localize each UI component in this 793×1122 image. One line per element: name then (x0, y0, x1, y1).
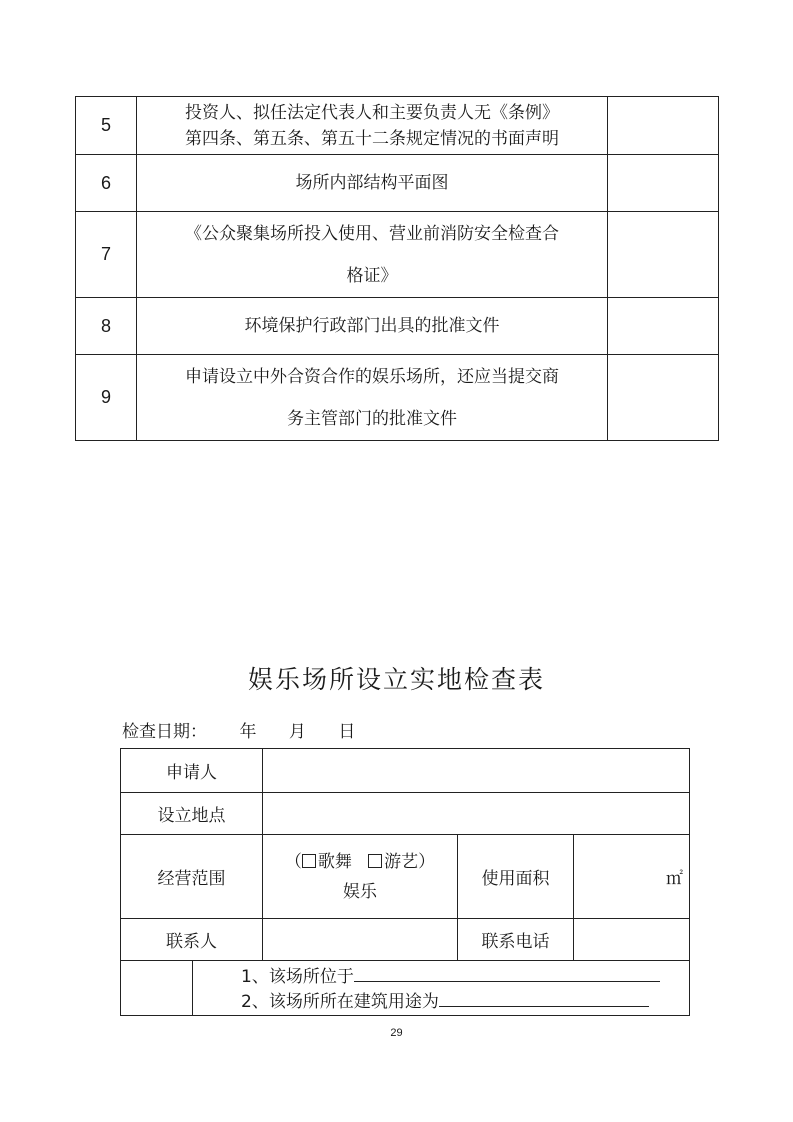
phone-label: 联系电话 (458, 919, 574, 961)
area-unit: ㎡ (574, 835, 690, 919)
check-date-row (122, 717, 355, 742)
form-title: 娱乐场所设立实地检查表 (247, 665, 545, 694)
requirement-description (137, 298, 608, 355)
row-number: 7 (76, 212, 137, 298)
description-line: 《公众聚集场所投入使用、营业前消防安全检查合 (185, 223, 559, 244)
area-label: 使用面积 (458, 835, 574, 919)
requirement-description (137, 97, 608, 155)
table-row (121, 919, 690, 961)
notes-side-cell (121, 961, 193, 1016)
check-date-label: 检查日期： (122, 722, 207, 742)
table-row (121, 749, 690, 793)
table-row (76, 97, 719, 155)
table-row (76, 155, 719, 212)
option-games-label: 游艺 (384, 851, 419, 872)
row-number: 6 (76, 155, 137, 212)
note-1-blank[interactable] (354, 965, 660, 982)
contact-field[interactable] (263, 919, 458, 961)
description-line: 格证》 (346, 265, 398, 286)
requirements-table (75, 96, 719, 441)
remarks-cell (608, 355, 719, 441)
description-line: 场所内部结构平面图 (295, 173, 449, 193)
row-number: 8 (76, 298, 137, 355)
row-number: 9 (76, 355, 137, 441)
table-row (121, 793, 690, 835)
open-paren: （ (284, 851, 302, 872)
description-line: 申请设立中外合资合作的娱乐场所，还应当提交商 (185, 366, 559, 387)
games-checkbox[interactable] (368, 854, 382, 868)
business-scope-suffix: 娱乐 (343, 881, 377, 902)
description-line: 第四条、第五条、第五十二条规定情况的书面声明 (185, 128, 559, 149)
year-label: 年 (239, 722, 257, 742)
remarks-cell (608, 155, 719, 212)
row-number: 5 (76, 97, 137, 155)
day-label: 日 (338, 722, 356, 742)
requirement-description (137, 355, 608, 441)
month-label: 月 (288, 722, 306, 742)
option-singing-label: 歌舞 (317, 851, 352, 872)
close-paren: ） (418, 851, 436, 872)
note-2-blank[interactable] (439, 990, 649, 1007)
business-scope-choices (263, 847, 457, 877)
description-line: 务主管部门的批准文件 (287, 408, 457, 429)
note-1-label: 1、该场所位于 (241, 967, 354, 987)
contact-label: 联系人 (121, 919, 263, 961)
location-label: 设立地点 (121, 793, 263, 835)
requirement-description (137, 212, 608, 298)
table-row (121, 961, 690, 1016)
remarks-cell (608, 212, 719, 298)
applicant-label: 申请人 (121, 749, 263, 793)
business-scope-options (263, 835, 458, 919)
note-line (241, 990, 689, 1015)
inspection-notes (193, 961, 690, 1016)
note-line (241, 965, 689, 990)
note-2-label: 2、该场所所在建筑用途为 (241, 992, 439, 1012)
description-line: 投资人、拟任法定代表人和主要负责人无《条例》 (185, 102, 559, 123)
remarks-cell (608, 97, 719, 155)
business-scope-label: 经营范围 (121, 835, 263, 919)
singing-checkbox[interactable] (302, 854, 316, 868)
table-row (76, 355, 719, 441)
inspection-form-table (120, 748, 690, 1016)
table-row (76, 212, 719, 298)
page-number: 29 (390, 1027, 403, 1039)
phone-field[interactable] (574, 919, 690, 961)
remarks-cell (608, 298, 719, 355)
table-row (76, 298, 719, 355)
requirement-description (137, 155, 608, 212)
description-line: 环境保护行政部门出具的批准文件 (244, 316, 500, 336)
applicant-field[interactable] (263, 749, 690, 793)
location-field[interactable] (263, 793, 690, 835)
table-row (121, 835, 690, 919)
